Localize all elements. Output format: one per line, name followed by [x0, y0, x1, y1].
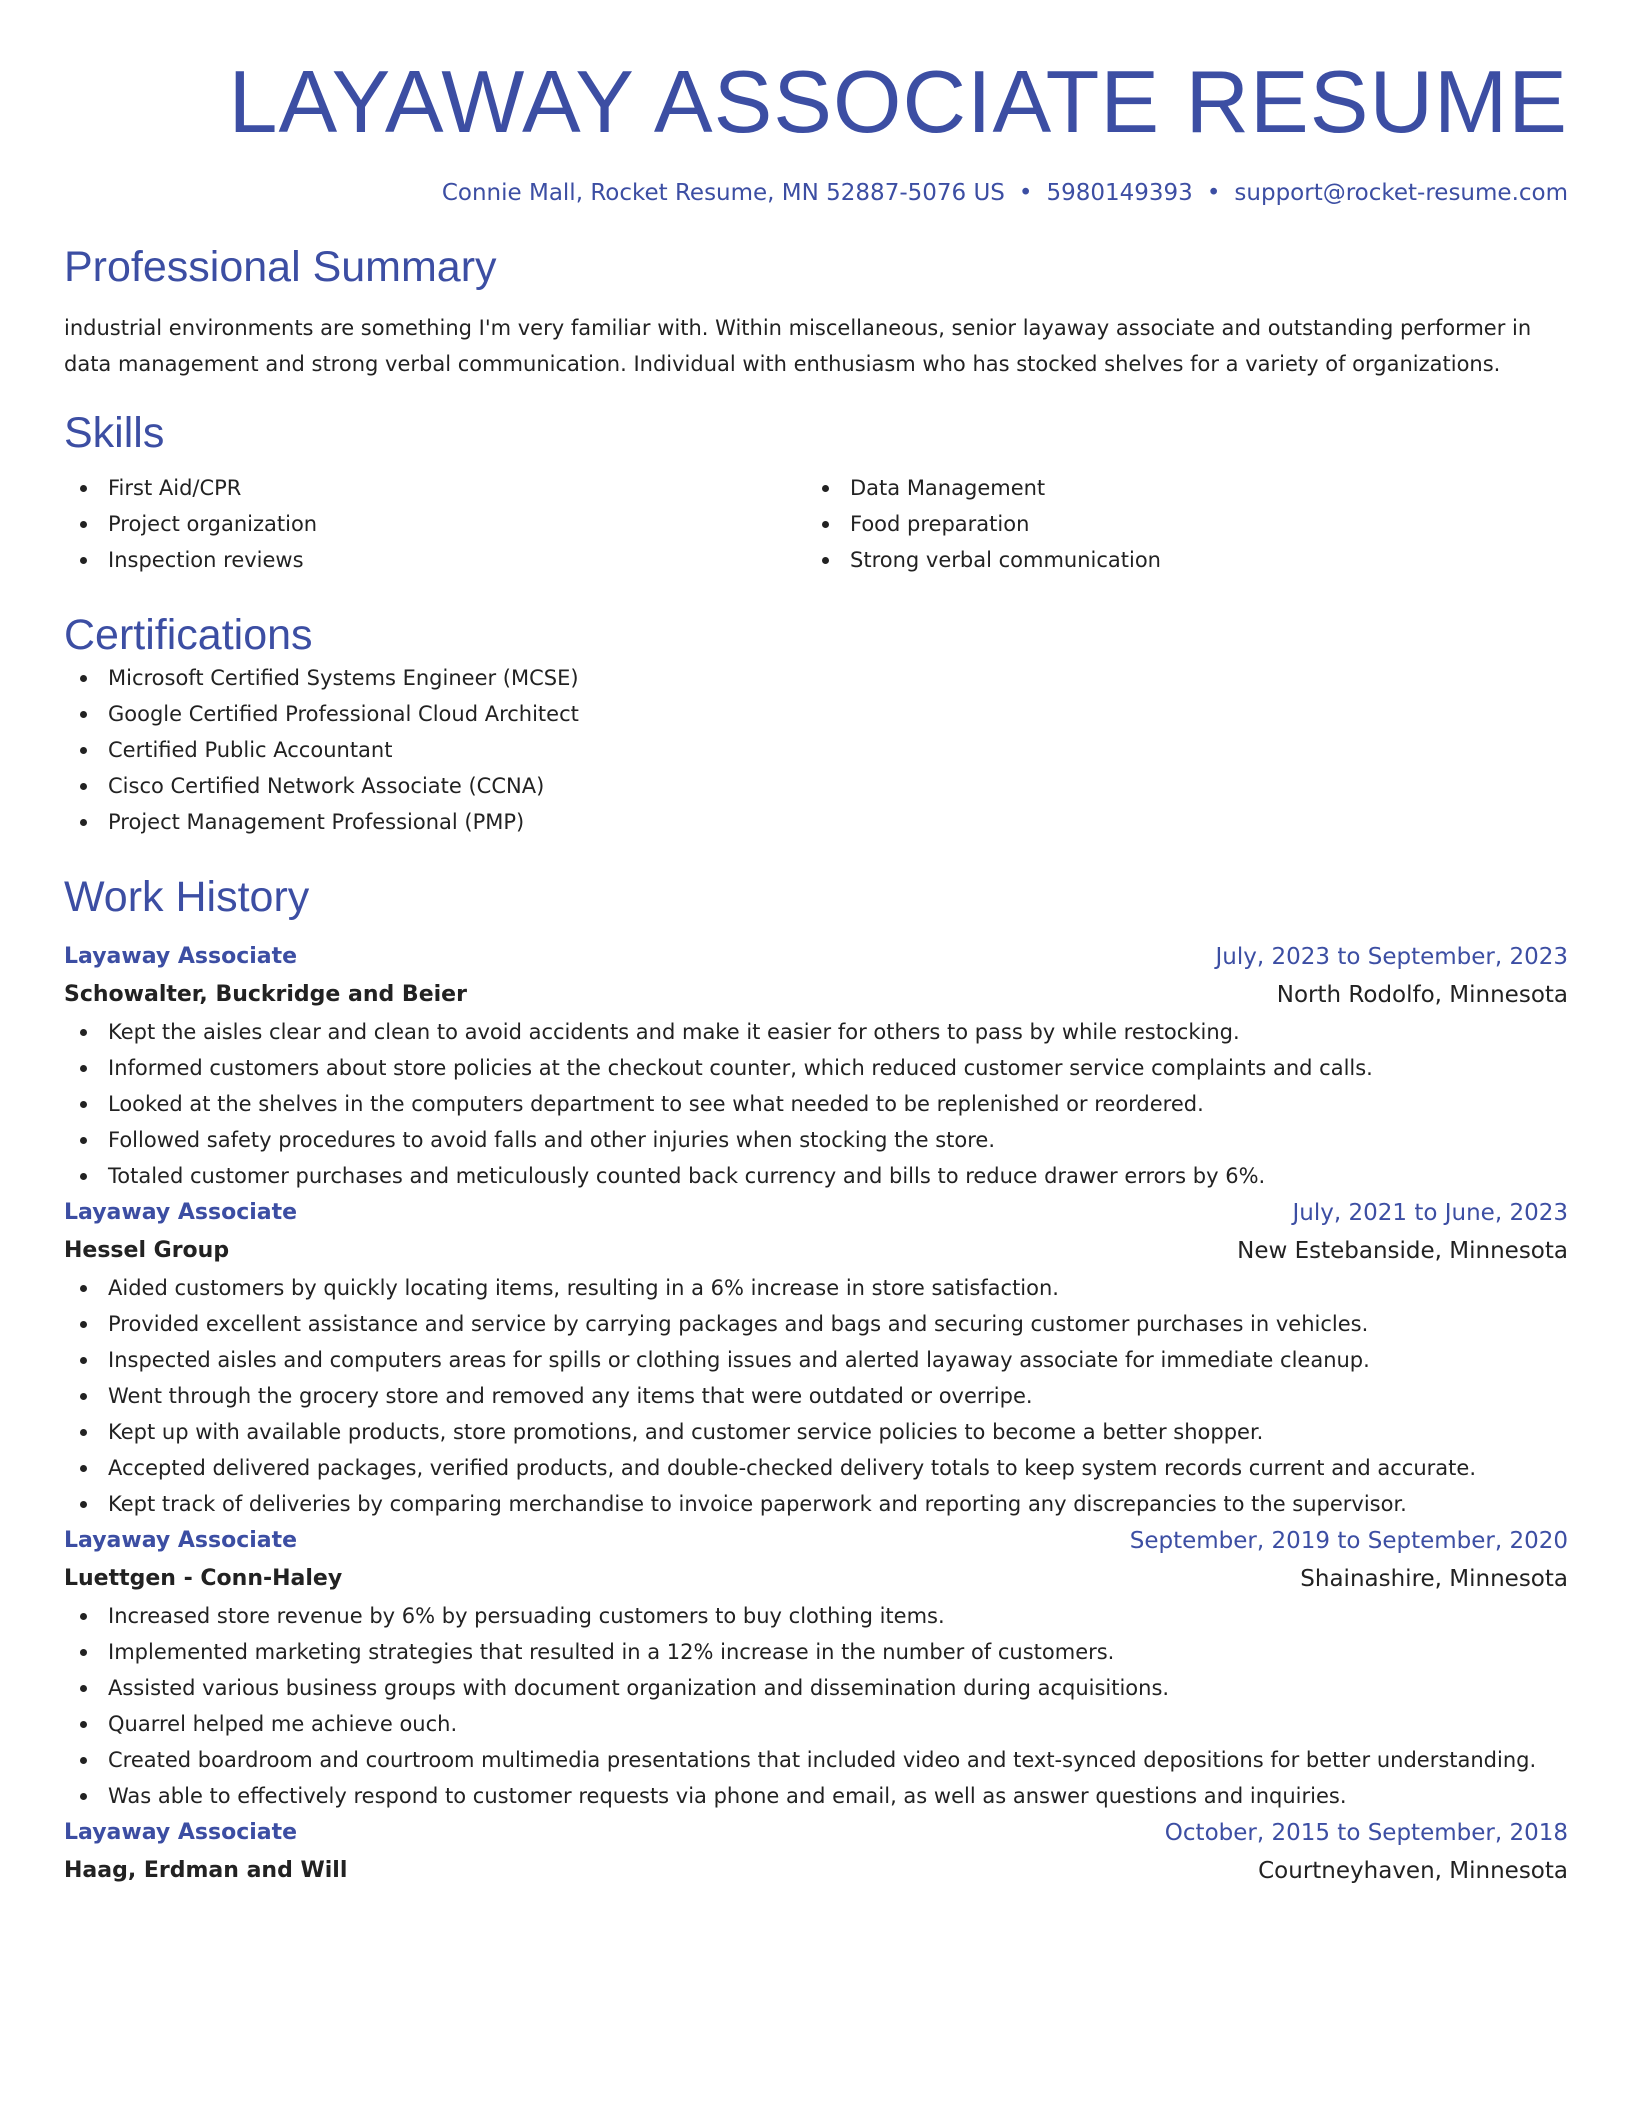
job-duty-item-text: Quarrel helped me achieve ouch.: [108, 1712, 458, 1736]
job-entry: [64, 1194, 1568, 1522]
job-duties-list: [64, 1270, 1568, 1522]
skills-list-left: [64, 470, 806, 578]
bullet-dot: [80, 1393, 87, 1400]
job-title: Layaway Associate: [64, 1820, 298, 1845]
bullet-dot: [80, 1649, 87, 1656]
job-title: Layaway Associate: [64, 1528, 298, 1553]
resume-title: LAYAWAY ASSOCIATE RESUME: [228, 52, 1568, 151]
certification-item: [64, 768, 1568, 804]
job-duty-item: [64, 1086, 1568, 1122]
bullet-dot: [80, 711, 87, 718]
skill-item: [64, 506, 806, 542]
job-company-row: [64, 1560, 1568, 1598]
bullet-dot: [80, 1029, 87, 1036]
job-location: Courtneyhaven, Minnesota: [1258, 1858, 1568, 1884]
bullet-dot: [80, 1685, 87, 1692]
job-duties-list: [64, 1014, 1568, 1194]
bullet-dot: [80, 1465, 87, 1472]
job-duty-item: [64, 1050, 1568, 1086]
certification-item-text: Certified Public Accountant: [108, 738, 393, 762]
job-company: Luettgen - Conn-Haley: [64, 1566, 343, 1591]
skill-item-text: Food preparation: [850, 512, 1030, 536]
skills-heading: Skills: [64, 409, 165, 457]
job-location: New Estebanside, Minnesota: [1237, 1238, 1568, 1264]
job-duty-item-text: Kept the aisles clear and clean to avoid accidents and make it easier for others to pass by while restocking.: [108, 1020, 1240, 1044]
job-duties-list: [64, 1598, 1568, 1814]
job-duty-item: [64, 1670, 1568, 1706]
job-duty-item-text: Kept track of deliveries by comparing merchandise to invoice paperwork and reporting any discrepancies to the supervisor.: [108, 1492, 1407, 1516]
job-duty-item-text: Provided excellent assistance and service by carrying packages and bags and securing customer purchases in vehicles.: [108, 1312, 1369, 1336]
skill-item-text: Inspection reviews: [108, 548, 304, 572]
job-duty-item-text: Accepted delivered packages, verified products, and double-checked delivery totals to keep system records current and accurate.: [108, 1456, 1476, 1480]
bullet-dot: [80, 1757, 87, 1764]
skill-item-text: First Aid/CPR: [108, 476, 242, 500]
job-duty-item-text: Went through the grocery store and removed any items that were outdated or overripe.: [108, 1384, 1033, 1408]
job-duty-item: [64, 1342, 1568, 1378]
job-dates: October, 2015 to September, 2018: [1164, 1820, 1568, 1846]
contact-separator: •: [1018, 180, 1033, 206]
certification-item: [64, 804, 1568, 840]
job-company-row: [64, 1852, 1568, 1890]
job-entry: [64, 1814, 1568, 1890]
job-entry: [64, 1522, 1568, 1814]
bullet-dot: [80, 1721, 87, 1728]
job-duty-item: [64, 1306, 1568, 1342]
bullet-dot: [80, 1137, 87, 1144]
certification-item-text: Google Certified Professional Cloud Architect: [108, 702, 579, 726]
bullet-dot: [80, 1285, 87, 1292]
bullet-dot: [80, 1793, 87, 1800]
job-duty-item: [64, 1450, 1568, 1486]
skill-item: [806, 470, 1548, 506]
bullet-dot: [80, 1429, 87, 1436]
job-duty-item: [64, 1378, 1568, 1414]
job-duty-item-text: Implemented marketing strategies that resulted in a 12% increase in the number of customers.: [108, 1640, 1115, 1664]
bullet-dot: [822, 521, 829, 528]
job-duty-item: [64, 1778, 1568, 1814]
contact-line: [64, 178, 1568, 208]
skills-column-right: [806, 470, 1548, 578]
job-company-row: [64, 976, 1568, 1014]
job-duty-item-text: Looked at the shelves in the computers department to see what needed to be replenished or reordered.: [108, 1092, 1204, 1116]
skills-column-left: [64, 470, 806, 578]
bullet-dot: [80, 1101, 87, 1108]
bullet-dot: [80, 1173, 87, 1180]
contact-email[interactable]: support@rocket-resume.com: [1234, 180, 1568, 206]
job-duty-item-text: Created boardroom and courtroom multimedia presentations that included video and text-synced depositions for better understanding.: [108, 1748, 1537, 1772]
job-header-row: [64, 1522, 1568, 1560]
certification-item: [64, 732, 1568, 768]
skills-grid: [64, 470, 1568, 578]
job-duty-item: [64, 1706, 1568, 1742]
bullet-dot: [80, 675, 87, 682]
job-duty-item-text: Kept up with available products, store promotions, and customer service policies to become a better shopper.: [108, 1420, 1264, 1444]
bullet-dot: [80, 1065, 87, 1072]
skill-item-text: Data Management: [850, 476, 1046, 500]
bullet-dot: [80, 819, 87, 826]
contact-separator: •: [1206, 180, 1221, 206]
job-company: Schowalter, Buckridge and Beier: [64, 982, 467, 1007]
job-header-row: [64, 1814, 1568, 1852]
job-duty-item: [64, 1598, 1568, 1634]
skill-item: [64, 470, 806, 506]
job-duty-item-text: Was able to effectively respond to customer requests via phone and email, as well as answer questions and inquiries.: [108, 1784, 1347, 1808]
bullet-dot: [80, 557, 87, 564]
bullet-dot: [80, 747, 87, 754]
skill-item-text: Project organization: [108, 512, 318, 536]
job-duty-item: [64, 1486, 1568, 1522]
bullet-dot: [80, 485, 87, 492]
job-company-row: [64, 1232, 1568, 1270]
certifications-list: [64, 660, 1568, 840]
work-history-list: [64, 938, 1568, 1890]
certification-item-text: Project Management Professional (PMP): [108, 810, 525, 834]
certification-item-text: Microsoft Certified Systems Engineer (MCSE): [108, 666, 579, 690]
job-header-row: [64, 1194, 1568, 1232]
job-company: Hessel Group: [64, 1238, 230, 1263]
resume-page: [64, 0, 1568, 1890]
job-entry: [64, 938, 1568, 1194]
job-location: North Rodolfo, Minnesota: [1276, 982, 1568, 1008]
contact-phone: 5980149393: [1046, 180, 1193, 206]
certification-item-text: Cisco Certified Network Associate (CCNA): [108, 774, 545, 798]
skills-list-right: [806, 470, 1548, 578]
job-dates: September, 2019 to September, 2020: [1129, 1528, 1568, 1554]
contact-address: Connie Mall, Rocket Resume, MN 52887-5076 US: [441, 180, 1005, 206]
bullet-dot: [80, 1501, 87, 1508]
skill-item: [806, 542, 1548, 578]
job-duty-item-text: Increased store revenue by 6% by persuading customers to buy clothing items.: [108, 1604, 945, 1628]
job-company: Haag, Erdman and Will: [64, 1858, 348, 1883]
certifications-heading: Certifications: [64, 611, 313, 659]
bullet-dot: [80, 1357, 87, 1364]
work-history-heading: Work History: [64, 873, 310, 921]
bullet-dot: [80, 1613, 87, 1620]
job-dates: July, 2021 to June, 2023: [1292, 1200, 1568, 1226]
job-header-row: [64, 938, 1568, 976]
job-duty-item: [64, 1014, 1568, 1050]
job-duty-item-text: Assisted various business groups with document organization and dissemination during acquisitions.: [108, 1676, 1170, 1700]
job-duty-item-text: Informed customers about store policies at the checkout counter, which reduced customer service complaints and calls.: [108, 1056, 1373, 1080]
job-duty-item-text: Totaled customer purchases and meticulously counted back currency and bills to reduce drawer errors by 6%.: [108, 1164, 1266, 1188]
certification-item: [64, 696, 1568, 732]
skill-item: [806, 506, 1548, 542]
job-duty-item: [64, 1742, 1568, 1778]
bullet-dot: [822, 485, 829, 492]
job-location: Shainashire, Minnesota: [1300, 1566, 1568, 1592]
job-duty-item-text: Aided customers by quickly locating items, resulting in a 6% increase in store satisfaction.: [108, 1276, 1059, 1300]
job-duty-item: [64, 1270, 1568, 1306]
job-dates: July, 2023 to September, 2023: [1215, 944, 1568, 970]
skill-item-text: Strong verbal communication: [850, 548, 1161, 572]
skill-item: [64, 542, 806, 578]
job-duty-item: [64, 1414, 1568, 1450]
job-duty-item: [64, 1634, 1568, 1670]
job-title: Layaway Associate: [64, 1200, 298, 1225]
summary-text: industrial environments are something I'm very familiar with. Within miscellaneous, senior layaway associate and outstanding performer in data management and strong verbal communication. Individual with enthusiasm who has stocked shelves for a variety of organizations.: [64, 316, 1532, 376]
bullet-dot: [80, 783, 87, 790]
job-duty-item: [64, 1122, 1568, 1158]
bullet-dot: [80, 521, 87, 528]
job-duty-item: [64, 1158, 1568, 1194]
job-duty-item-text: Inspected aisles and computers areas for spills or clothing issues and alerted layaway associate for immediate cleanup.: [108, 1348, 1370, 1372]
job-title: Layaway Associate: [64, 944, 298, 969]
bullet-dot: [822, 557, 829, 564]
bullet-dot: [80, 1321, 87, 1328]
certification-item: [64, 660, 1568, 696]
summary-heading: Professional Summary: [64, 243, 497, 291]
job-duty-item-text: Followed safety procedures to avoid falls and other injuries when stocking the store.: [108, 1128, 996, 1152]
